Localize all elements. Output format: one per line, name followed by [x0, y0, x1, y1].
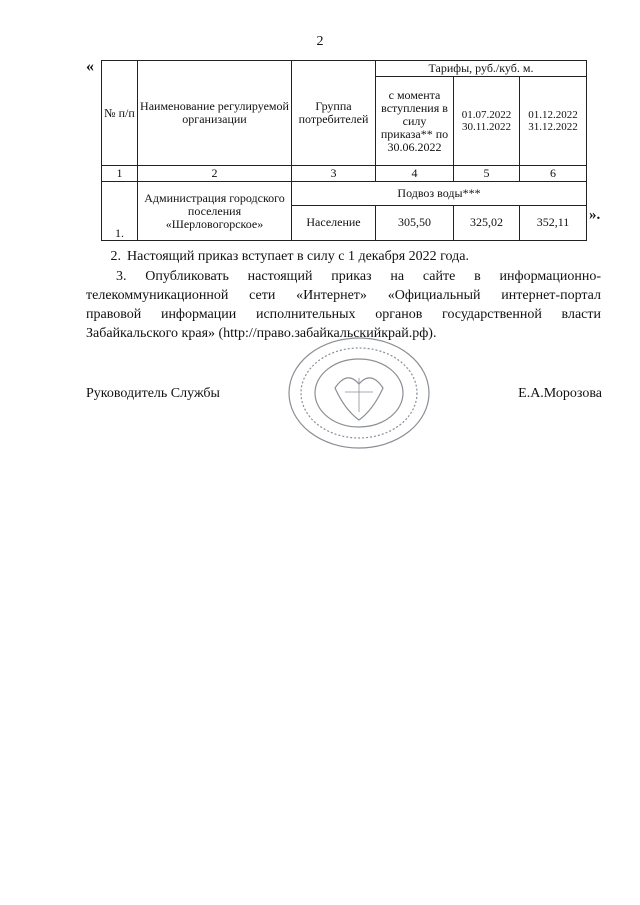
page-number: 2	[316, 34, 324, 49]
quote-open: «	[86, 58, 94, 75]
paragraph-2-number: 2.	[110, 249, 121, 264]
header-group: Группа потребителей	[292, 61, 376, 166]
official-seal-stamp	[287, 336, 431, 450]
header-period-1: с момента вступления в силу приказа** по 30.06.2022	[376, 77, 454, 166]
paragraph-3-line-2: телекоммуникационной сети «Интернет» «Официальный интернет-портал	[86, 288, 601, 303]
paragraph-3-line-4: Забайкальского края» (http://право.забайкальскийкрай.рф).	[86, 326, 437, 341]
row-num: 1.	[115, 226, 124, 240]
row-service: Подвоз воды***	[292, 182, 587, 206]
paragraph-2-text: Настоящий приказ вступает в силу с 1 декабря 2022 года.	[127, 249, 469, 264]
row-tariff-2: 325,02	[454, 205, 520, 240]
paragraph-3-line-3: правовой информации исполнительных органов государственной власти	[86, 307, 601, 322]
col-number-2: 2	[138, 166, 292, 182]
col-number-4: 4	[376, 166, 454, 182]
col-number-6: 6	[520, 166, 587, 182]
quote-close: ».	[589, 207, 601, 223]
row-org: Администрация городского поселения «Шерловогорское»	[138, 182, 292, 241]
row-tariff-1: 305,50	[376, 205, 454, 240]
row-num-cell	[102, 182, 138, 241]
header-period-3	[520, 77, 587, 166]
signature-title: Руководитель Службы	[86, 386, 220, 401]
col-number-3: 3	[292, 166, 376, 182]
header-num: № п/п	[102, 61, 138, 166]
paragraph-3-line-1: 3. Опубликовать настоящий приказ на сайте в информационно-	[116, 269, 601, 284]
period-2-end: 30.11.2022	[461, 121, 512, 133]
period-3-start: 01.12.2022	[528, 109, 578, 121]
period-3-end: 31.12.2022	[528, 121, 578, 133]
paragraph-2	[86, 247, 601, 266]
seal-emblem-cross	[345, 378, 373, 412]
row-tariff-3: 352,11	[520, 205, 587, 240]
paragraph-3	[86, 267, 601, 343]
header-period-2	[454, 77, 520, 166]
col-number-1: 1	[102, 166, 138, 182]
header-org: Наименование регулируемой организации	[138, 61, 292, 166]
signature-name: Е.А.Морозова	[518, 386, 602, 401]
header-tariffs: Тарифы, руб./куб. м.	[376, 61, 587, 77]
col-number-5: 5	[454, 166, 520, 182]
tariff-table	[101, 60, 587, 241]
row-group: Население	[292, 205, 376, 240]
period-2-start: 01.07.2022	[461, 109, 512, 121]
